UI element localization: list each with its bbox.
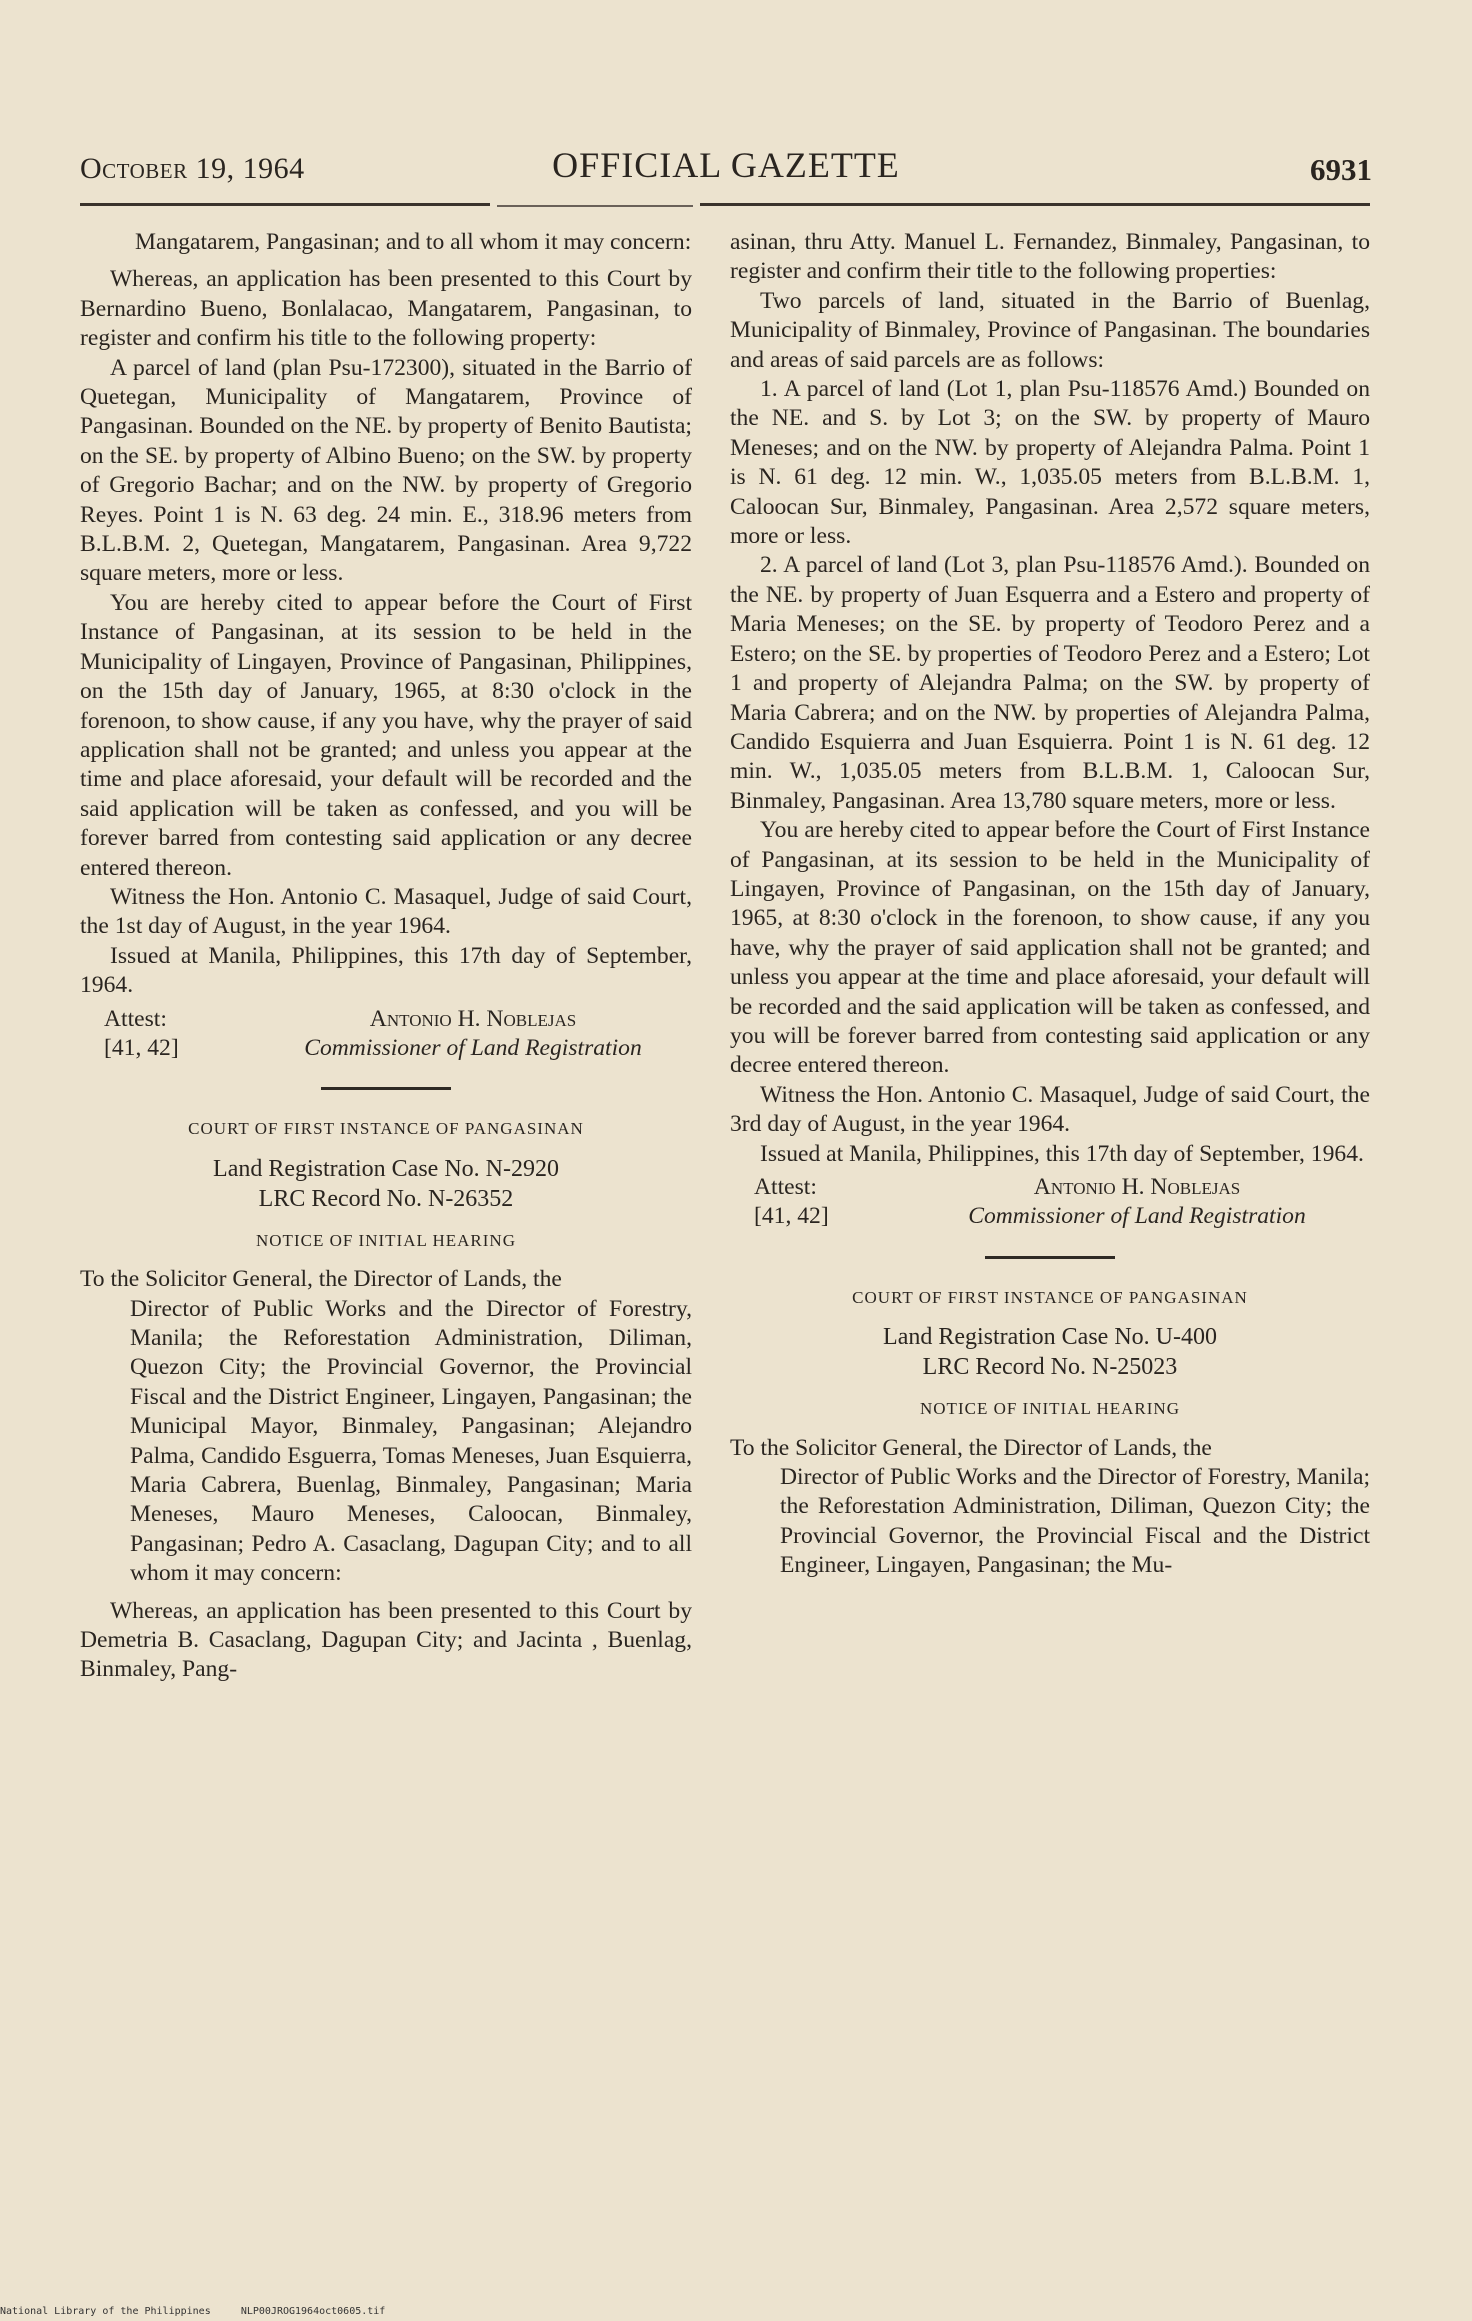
paragraph: Issued at Manila, Philippines, this 17th day of September, 1964. — [80, 942, 692, 999]
paragraph: You are hereby cited to appear before the Court of First Instance of Pangasinan, at its session to be held in the Municipality of Lingayen, Province of Pangasinan, Philippines, on the 15th day of January, 1965, at 8:30 o'clock in the forenoon, to show cause, if any you have, why the prayer of said application shall not be granted; and unless you appear at the time and place aforesaid, your default will be recorded and the said application will be taken as confessed, and you will be forever barred from contesting said application or any decree entered thereon. — [80, 589, 692, 881]
paragraph: asinan, thru Atty. Manuel L. Fernandez, Binmaley, Pangasinan, to register and confirm their title to the following properties: — [730, 229, 1370, 285]
left-column — [80, 228, 692, 1685]
attest-left — [730, 1173, 904, 1232]
paragraph: You are hereby cited to appear before the Court of First Instance of Pangasinan, at its session to be held in the Municipality of Lingayen, Province of Pangasinan, on the 15th day of January, 1965, at 8:30 o'clock in the forenoon, to show cause, if any you have, why the prayer of said application shall not be granted; and unless you appear at the time and place aforesaid, your default will be recorded and the said application will be taken as confessed, and you will be forever barred from contesting said application or any decree entered thereon. — [730, 817, 1370, 1079]
case-number: Land Registration Case No. N-2920 — [213, 1155, 559, 1182]
record-number: LRC Record No. N-25023 — [922, 1354, 1178, 1381]
addressee-list: Director of Public Works and the Director of Forestry, Manila; the Reforestation Administration, Diliman, Quezon City; the Provincial Governor, the Provincial Fiscal and the District Engineer, Lingayen, Pangasinan; the Municipal Mayor, Binmaley, Pangasinan; Alejandro Palma, Candido Esguerra, Tomas Meneses, Juan Esquierra, Maria Cabrera, Buenlag, Binmaley, Pangasinan; Maria Meneses, Mauro Meneses, Caloocan, Binmaley, Pangasinan; Pedro A. Casaclang, Dagupan City; and to all whom it may concern: — [130, 1295, 692, 1587]
attest-block — [80, 1005, 692, 1064]
header-rule-right — [700, 203, 1370, 206]
attest-name: Antonio H. Noblejas — [1033, 1174, 1241, 1200]
right-column — [730, 228, 1370, 1581]
attest-title: Commissioner of Land Registration — [304, 1034, 642, 1061]
notice-heading: NOTICE OF INITIAL HEARING — [256, 1230, 516, 1250]
addressee-first-line: To the Solicitor General, the Director of Lands, the — [80, 1266, 562, 1293]
page-header — [80, 144, 1372, 194]
attest-reference: [41, 42] — [754, 1203, 829, 1230]
attest-name: Antonio H. Noblejas — [369, 1005, 577, 1032]
attest-title: Commissioner of Land Registration — [968, 1203, 1306, 1230]
attest-reference: [41, 42] — [104, 1034, 179, 1061]
paragraph: Mangatarem, Pangasinan; and to all whom it may concern: — [135, 229, 692, 255]
page-number: 6931 — [1310, 152, 1372, 187]
paragraph: 2. A parcel of land (Lot 3, plan Psu-118576 Amd.). Bounded on the NE. by property of Juan Esquerra and a Estero and property of Maria Meneses; on the SE. by property of Teodoro Perez and a Estero; on the SE. by properties of Teodoro Perez and a Estero; Lot 1 and property of Alejandra Palma; on the SW. by property of Maria Cabrera; and on the NW. by properties of Alejandra Palma, Candido Esquierra and Juan Esquierra. Point 1 is N. 61 deg. 12 min. W., 1,035.05 meters from B.L.B.M. 1, Caloocan Sur, Binmaley, Pangasinan. Area 13,780 square meters, more or less. — [730, 552, 1370, 814]
addressee-first-line: To the Solicitor General, the Director of Lands, the — [730, 1434, 1212, 1461]
attest-right — [904, 1173, 1370, 1232]
section-divider — [321, 1087, 451, 1090]
paragraph: A parcel of land (plan Psu-172300), situated in the Barrio of Quetegan, Municipality of Mangatarem, Province of Pangasinan. Bounded on the NE. by property of Benito Bautista; on the SE. by property of Albino Bueno; on the SW. by property of Gregorio Bachar; and on the NW. by property of Gregorio Reyes. Point 1 is N. 63 deg. 24 min. E., 318.96 meters from B.L.B.M. 2, Quetegan, Mangatarem, Pangasinan. Area 9,722 square meters, more or less. — [80, 354, 692, 587]
paragraph: Whereas, an application has been presented to this Court by Demetria B. Casaclang, Dagupan City; and Jacinta , Buenlag, Binmaley, Pang- — [80, 1597, 692, 1683]
record-number: LRC Record No. N-26352 — [258, 1185, 514, 1212]
paragraph: Whereas, an application has been presented to this Court by Bernardino Bueno, Bonlalacao, Mangatarem, Pangasinan, to register and confirm his title to the following property: — [80, 266, 692, 352]
publication-title: OFFICIAL GAZETTE — [552, 145, 900, 185]
attest-label: Attest: — [104, 1005, 167, 1032]
attest-block — [730, 1173, 1370, 1232]
header-rule-left — [80, 203, 490, 206]
paragraph: Witness the Hon. Antonio C. Masaquel, Judge of said Court, the 1st day of August, in the year 1964. — [80, 883, 692, 940]
scan-footer: National Library of the Philippines NLP00JROG1964oct0605.tif — [0, 2306, 386, 2317]
paragraph: Two parcels of land, situated in the Barrio of Buenlag, Municipality of Binmaley, Province of Pangasinan. The boundaries and areas of said parcels are as follows: — [730, 287, 1370, 373]
issue-date: October 19, 1964 — [80, 152, 305, 185]
notice-heading: NOTICE OF INITIAL HEARING — [920, 1399, 1180, 1419]
attest-left — [80, 1005, 254, 1064]
section-divider — [985, 1256, 1115, 1259]
court-heading: COURT OF FIRST INSTANCE OF PANGASINAN — [188, 1119, 584, 1139]
paragraph: Witness the Hon. Antonio C. Masaquel, Judge of said Court, the 3rd day of August, in the year 1964. — [730, 1081, 1370, 1138]
paragraph: 1. A parcel of land (Lot 1, plan Psu-118576 Amd.) Bounded on the NE. and S. by Lot 3; on the SW. by property of Mauro Meneses; and on the NW. by property of Alejandra Palma. Point 1 is N. 61 deg. 12 min. W., 1,035.05 meters from B.L.B.M. 1, Caloocan Sur, Binmaley, Pangasinan. Area 2,572 square meters, more or less. — [730, 376, 1370, 550]
case-number: Land Registration Case No. U-400 — [883, 1324, 1217, 1351]
header-rule-center — [497, 205, 693, 207]
attest-right — [254, 1005, 692, 1064]
attest-label: Attest: — [754, 1174, 817, 1200]
court-heading: COURT OF FIRST INSTANCE OF PANGASINAN — [852, 1287, 1248, 1307]
addressee-list: Director of Public Works and the Director of Forestry, Manila; the Reforestation Administration, Diliman, Quezon City; the Provincial Governor, the Provincial Fiscal and the District Engineer, Lingayen, Pangasinan; the Mu- — [780, 1464, 1370, 1579]
paragraph: Issued at Manila, Philippines, this 17th day of September, 1964. — [760, 1140, 1364, 1167]
